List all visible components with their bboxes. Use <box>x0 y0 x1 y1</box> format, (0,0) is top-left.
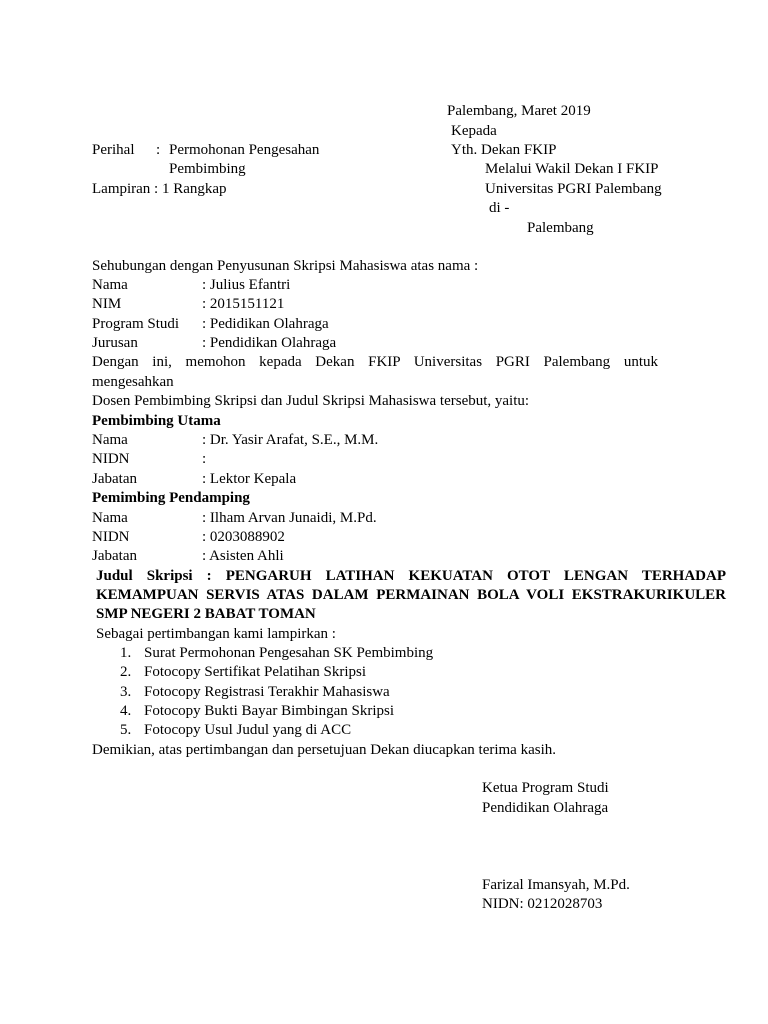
judul-line1: Judul Skripsi : PENGARUH LATIHAN KEKUATAN OTOT LENGAN TERHADAP <box>96 568 726 584</box>
student-row-nama <box>92 276 290 295</box>
field-label: Nama <box>92 277 128 293</box>
lampiran-line: Lampiran : 1 Rangkap <box>92 181 227 197</box>
request-line3: Dosen Pembimbing Skripsi dan Judul Skripsi Mahasiswa tersebut, yaitu: <box>92 393 530 409</box>
signature-name: Farizal Imansyah, M.Pd. <box>482 877 630 893</box>
recipient-university: Universitas PGRI Palembang <box>485 181 662 197</box>
student-row-jurusan <box>92 334 336 353</box>
student-row-nim <box>92 295 284 314</box>
field-label: Jurusan <box>92 335 138 351</box>
list-text: Fotocopy Sertifikat Pelatihan Skripsi <box>144 664 367 680</box>
utama-row-nama <box>92 431 378 450</box>
field-value: : Lektor Kepala <box>202 471 297 487</box>
list-number: 5. <box>120 722 132 738</box>
field-label: Jabatan <box>92 471 137 487</box>
student-row-prodi <box>92 315 329 334</box>
perihal-value-line2: Pembimbing <box>169 161 246 177</box>
list-text: Fotocopy Bukti Bayar Bimbingan Skripsi <box>144 703 394 719</box>
pendamping-row-nama <box>92 509 377 528</box>
list-item <box>120 721 351 740</box>
signature-role-line1: Ketua Program Studi <box>482 780 609 796</box>
field-value: : Dr. Yasir Arafat, S.E., M.M. <box>202 432 379 448</box>
pendamping-row-nidn <box>92 528 285 547</box>
pembimbing-utama-heading: Pembimbing Utama <box>92 413 221 429</box>
field-label: Program Studi <box>92 316 180 332</box>
recipient-kepada: Kepada <box>451 123 497 139</box>
field-value: : Pedidikan Olahraga <box>202 316 329 332</box>
list-number: 1. <box>120 645 132 661</box>
judul-line2: KEMAMPUAN SERVIS ATAS DALAM PERMAINAN BOLA VOLI EKSTRAKURIKULER <box>96 587 726 603</box>
field-label: NIDN <box>92 451 130 467</box>
lampiran-intro: Sebagai pertimbangan kami lampirkan : <box>96 626 336 642</box>
judul-line3: SMP NEGERI 2 BABAT TOMAN <box>96 606 316 622</box>
list-number: 4. <box>120 703 132 719</box>
field-value: : 0203088902 <box>202 529 285 545</box>
field-label: Nama <box>92 432 128 448</box>
utama-row-jabatan <box>92 470 296 489</box>
field-label: NIDN <box>92 529 130 545</box>
field-value: : Pendidikan Olahraga <box>202 335 337 351</box>
request-line1: Dengan ini, memohon kepada Dekan FKIP Universitas PGRI Palembang untuk <box>92 354 658 370</box>
list-item <box>120 663 366 682</box>
field-value: : 2015151121 <box>202 296 285 312</box>
signature-role-line2: Pendidikan Olahraga <box>482 800 609 816</box>
signature-nidn: NIDN: 0212028703 <box>482 896 603 912</box>
recipient-yth: Yth. Dekan FKIP <box>451 142 557 158</box>
list-number: 2. <box>120 664 132 680</box>
field-value: : Asisten Ahli <box>202 548 284 564</box>
closing-text: Demikian, atas pertimbangan dan persetujuan Dekan diucapkan terima kasih. <box>92 742 557 758</box>
recipient-di: di - <box>489 200 510 216</box>
list-item <box>120 702 394 721</box>
list-text: Fotocopy Registrasi Terakhir Mahasiswa <box>144 684 390 700</box>
list-item <box>120 644 433 663</box>
request-line2: mengesahkan <box>92 374 174 390</box>
pendamping-row-jabatan <box>92 547 284 566</box>
place-date: Palembang, Maret 2019 <box>447 103 591 119</box>
perihal-separator: : <box>156 142 161 158</box>
field-label: Jabatan <box>92 548 137 564</box>
recipient-city: Palembang <box>527 220 594 236</box>
intro-text: Sehubungan dengan Penyusunan Skripsi Mahasiswa atas nama : <box>92 258 479 274</box>
perihal-label: Perihal <box>92 142 135 158</box>
list-text: Surat Permohonan Pengesahan SK Pembimbing <box>144 645 434 661</box>
recipient-via: Melalui Wakil Dekan I FKIP <box>485 161 659 177</box>
field-value: : Ilham Arvan Junaidi, M.Pd. <box>202 510 377 526</box>
pembimbing-pendamping-heading: Pemimbing Pendamping <box>92 490 250 506</box>
list-text: Fotocopy Usul Judul yang di ACC <box>144 722 352 738</box>
perihal-value-line1: Permohonan Pengesahan <box>169 142 320 158</box>
list-number: 3. <box>120 684 132 700</box>
field-value: : Julius Efantri <box>202 277 291 293</box>
utama-row-nidn <box>92 450 206 469</box>
field-label: NIM <box>92 296 122 312</box>
field-label: Nama <box>92 510 128 526</box>
list-item <box>120 683 390 702</box>
field-value: : <box>202 451 207 467</box>
